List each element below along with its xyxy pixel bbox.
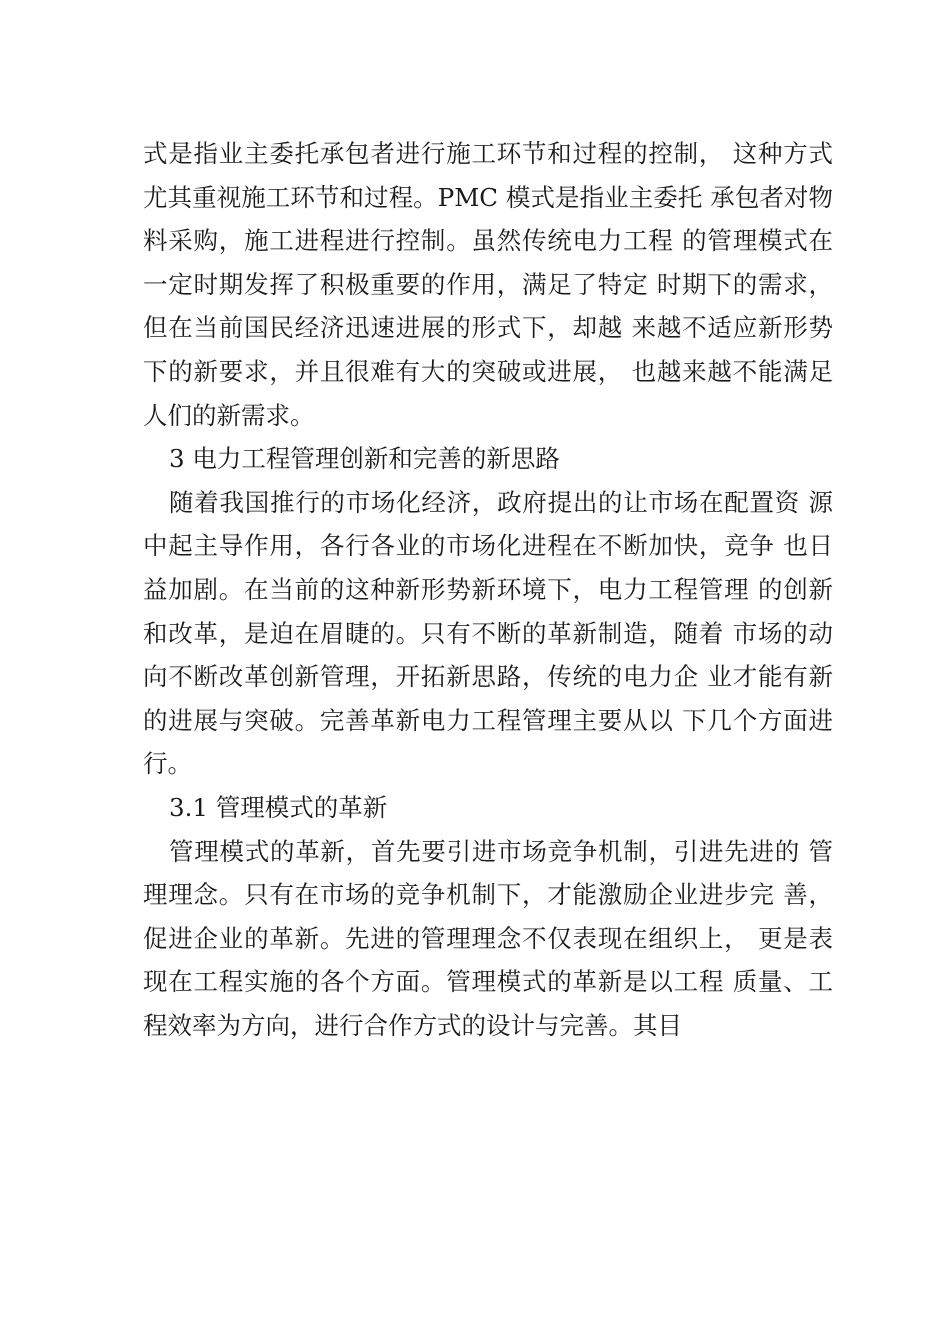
subsection-heading: 3.1 管理模式的革新 bbox=[169, 792, 388, 822]
text-line: 现在工程实施的各个方面。管理模式的革新是以工程 质量、工 bbox=[143, 967, 833, 997]
text-line: 料采购，施工进程进行控制。虽然传统电力工程 的管理模式在 bbox=[143, 226, 833, 256]
section-heading: 3 电力工程管理创新和完善的新思路 bbox=[169, 444, 560, 474]
text-line: 尤其重视施工环节和过程。PMC 模式是指业主委托 承包者对物 bbox=[143, 182, 833, 212]
body-text bbox=[143, 132, 833, 1047]
text-line: 向不断改革创新管理，开拓新思路，传统的电力企 业才能有新 bbox=[143, 662, 833, 692]
text-line: 一定时期发挥了积极重要的作用，满足了特定 时期下的需求， bbox=[143, 269, 833, 299]
text-line: 的进展与突破。完善革新电力工程管理主要从以 下几个方面进 bbox=[143, 705, 833, 735]
text-line: 管理模式的革新，首先要引进市场竞争机制，引进先进的 管 bbox=[169, 836, 833, 866]
text-line: 理理念。只有在市场的竞争机制下，才能激励企业进步完 善， bbox=[143, 880, 833, 910]
text-line: 促进企业的革新。先进的管理理念不仅表现在组织上， 更是表 bbox=[143, 923, 833, 953]
text-line: 下的新要求，并且很难有大的突破或进展， 也越来越不能满足 bbox=[143, 356, 833, 386]
text-line: 但在当前国民经济迅速进展的形式下，却越 来越不适应新形势 bbox=[143, 313, 833, 343]
text-line: 行。 bbox=[143, 749, 192, 779]
text-line: 程效率为方向，进行合作方式的设计与完善。其目 bbox=[143, 1010, 682, 1040]
text-line: 和改革，是迫在眉睫的。只有不断的革新制造，随着 市场的动 bbox=[143, 618, 833, 648]
text-line: 中起主导作用，各行各业的市场化进程在不断加快，竞争 也日 bbox=[143, 531, 833, 561]
text-line: 式是指业主委托承包者进行施工环节和过程的控制， 这种方式 bbox=[143, 139, 833, 168]
text-line: 人们的新需求。 bbox=[143, 400, 315, 430]
text-line: 益加剧。在当前的这种新形势新环境下，电力工程管理 的创新 bbox=[143, 574, 833, 604]
text-line: 随着我国推行的市场化经济，政府提出的让市场在配置资 源 bbox=[169, 487, 833, 517]
